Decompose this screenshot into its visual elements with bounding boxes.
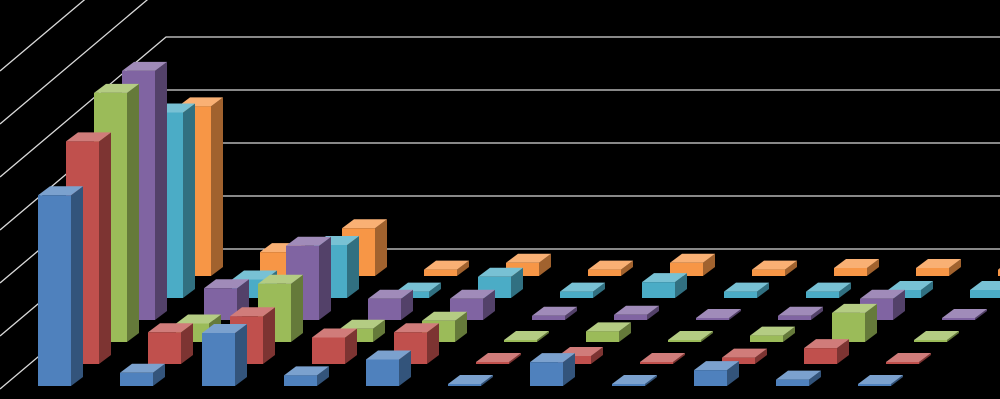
bar-side xyxy=(211,97,223,276)
bar-s2-c4 xyxy=(312,329,357,365)
bar-front xyxy=(886,362,919,364)
bar-front xyxy=(586,331,619,342)
bar-top xyxy=(448,375,493,384)
gridline xyxy=(0,0,1000,71)
bar-front xyxy=(640,362,673,364)
bar-s1-c8 xyxy=(612,375,657,386)
bar-top xyxy=(504,331,549,340)
bar-s4-c4 xyxy=(368,290,413,320)
bar-s3-c11 xyxy=(914,331,959,342)
bar-s1-c5 xyxy=(366,351,411,387)
bar-front xyxy=(588,270,621,276)
bar-top xyxy=(914,331,959,340)
bar-s1-c7 xyxy=(530,353,575,386)
bar-front xyxy=(668,340,701,342)
bar-s5-c9 xyxy=(806,283,851,298)
bar-s5-c8 xyxy=(724,283,769,298)
bar-top xyxy=(858,375,903,384)
bar-front xyxy=(120,373,153,386)
bar-s2-c2 xyxy=(148,323,193,364)
bar-top xyxy=(668,331,713,340)
bar-side xyxy=(127,84,139,342)
bar-s3-c7 xyxy=(586,322,631,342)
bar-s1-c10 xyxy=(776,371,821,386)
bar-s3-c8 xyxy=(668,331,713,342)
bar-s2-c11 xyxy=(886,353,931,364)
bar-front xyxy=(914,340,947,342)
bar-front xyxy=(778,316,811,320)
bar-side xyxy=(375,219,387,276)
bar-front xyxy=(806,292,839,298)
bar-front xyxy=(614,315,647,320)
bar-front xyxy=(148,332,181,364)
bar-s4-c8 xyxy=(696,309,741,320)
bar-side xyxy=(155,62,167,320)
bar-front xyxy=(368,299,401,320)
bar-top xyxy=(886,353,931,362)
bar-front xyxy=(942,318,975,320)
bar-front xyxy=(612,384,645,386)
bar-front xyxy=(476,362,509,364)
bar-top xyxy=(476,353,521,362)
bar-s6-c6 xyxy=(588,261,633,276)
bar-side xyxy=(291,275,303,342)
bar-front xyxy=(752,270,785,276)
bar-s6-c9 xyxy=(834,259,879,276)
bar-s1-c3 xyxy=(202,324,247,386)
bar-front xyxy=(858,384,891,386)
bar-s4-c7 xyxy=(614,306,659,320)
bar-s3-c9 xyxy=(750,327,795,342)
bar-top xyxy=(696,309,741,318)
bar-s5-c6 xyxy=(560,283,605,298)
bar-front xyxy=(832,313,865,342)
bar-front xyxy=(804,348,837,364)
bar-front xyxy=(202,333,235,386)
bar-side xyxy=(319,237,331,320)
bar-top xyxy=(970,281,1000,290)
bar-s4-c9 xyxy=(778,307,823,320)
bar-front xyxy=(916,268,949,276)
bar-s3-c6 xyxy=(504,331,549,342)
bar-s5-c11 xyxy=(970,281,1000,298)
bar-top xyxy=(612,375,657,384)
bar-s6-c7 xyxy=(670,254,715,276)
bar-s6-c4 xyxy=(424,261,469,276)
bar-s1-c9 xyxy=(694,361,739,386)
bar-front xyxy=(312,338,345,365)
bar-front xyxy=(724,292,757,298)
bar-s1-c1 xyxy=(38,186,83,386)
bar-front xyxy=(504,340,537,342)
bar-top xyxy=(640,353,685,362)
bar-front xyxy=(284,375,317,386)
bar-s1-c11 xyxy=(858,375,903,386)
bar-s6-c8 xyxy=(752,261,797,276)
bar-side xyxy=(99,132,111,364)
bar-s3-c10 xyxy=(832,304,877,342)
bar-front xyxy=(424,270,457,276)
bar-s5-c7 xyxy=(642,273,687,298)
bar-top xyxy=(942,309,987,318)
bar-front xyxy=(366,360,399,387)
bar-front xyxy=(448,384,481,386)
bars xyxy=(38,62,1000,386)
bar-front xyxy=(696,318,729,320)
bar-front xyxy=(532,316,565,320)
bar-front xyxy=(38,195,71,386)
bar-s2-c6 xyxy=(476,353,521,364)
bar-side xyxy=(71,186,83,386)
bar-side xyxy=(347,236,359,298)
bar-front xyxy=(834,268,867,276)
bar-s4-c11 xyxy=(942,309,987,320)
bar-front xyxy=(750,336,783,342)
bar-s1-c2 xyxy=(120,364,165,386)
bar-s2-c8 xyxy=(640,353,685,364)
bar-front xyxy=(560,292,593,298)
bar-front xyxy=(776,380,809,386)
bar-front xyxy=(642,282,675,298)
bar-s2-c10 xyxy=(804,339,849,364)
bar-s1-c6 xyxy=(448,375,493,386)
bar-s4-c6 xyxy=(532,307,577,320)
bar-side xyxy=(263,307,275,364)
bar-front xyxy=(530,362,563,386)
bar-side xyxy=(235,324,247,386)
bar-s1-c4 xyxy=(284,366,329,386)
bar-front xyxy=(694,370,727,386)
bar-side xyxy=(183,104,195,299)
bar-s6-c10 xyxy=(916,259,961,276)
bar-front xyxy=(970,290,1000,298)
